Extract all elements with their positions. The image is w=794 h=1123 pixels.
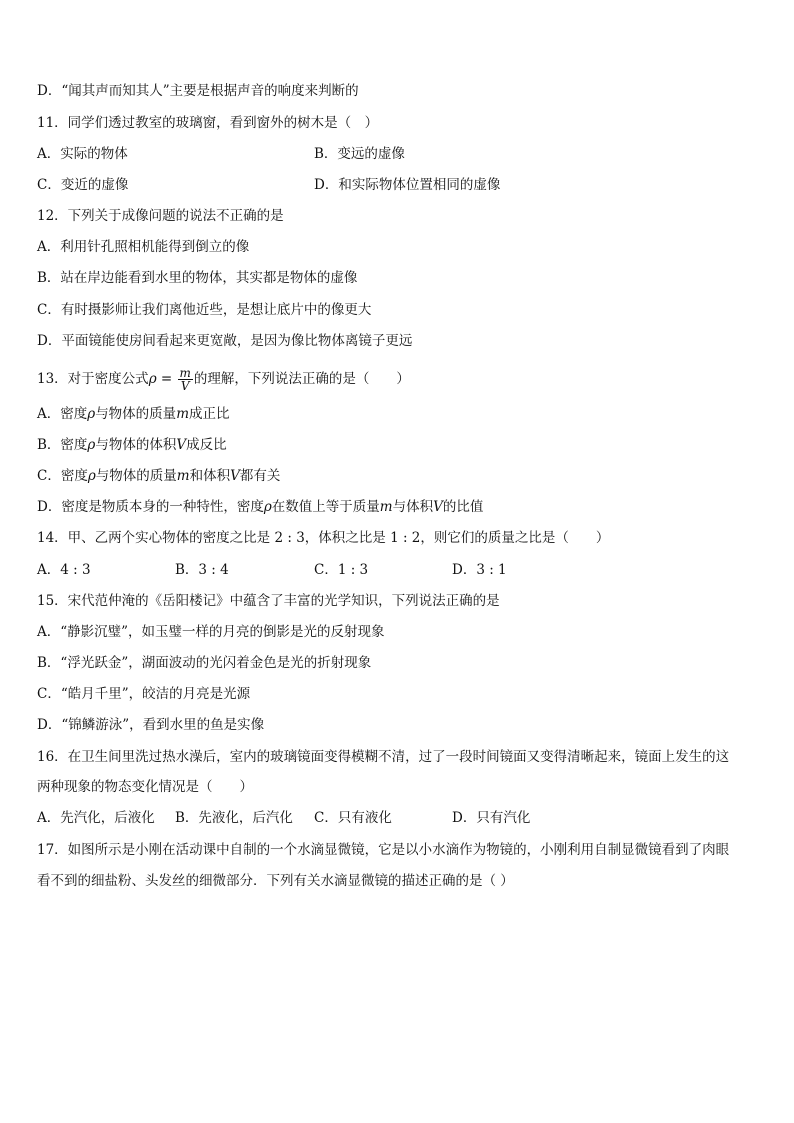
option-d-text-1: D．密度是物质本身的一种特性，密度 xyxy=(37,499,264,515)
question-15-option-b: B．“浮光跃金”，湖面波动的光闪着金色是光的折射现象 xyxy=(37,655,372,671)
question-14-option-d: D．3 : 1 xyxy=(452,562,507,578)
rho-symbol: ρ xyxy=(263,499,272,515)
question-12-option-d: D．平面镜能使房间看起来更宽敞，是因为像比物体离镜子更远 xyxy=(37,333,413,349)
question-16-option-a: A．先汽化，后液化 xyxy=(37,810,155,826)
option-c-text-4: 都有关 xyxy=(239,468,281,484)
question-11-option-b: B．变远的虚像 xyxy=(314,146,405,162)
option-d-text-3: 与体积 xyxy=(392,499,434,515)
formula-fraction xyxy=(178,367,193,392)
question-14-option-c: C．1 : 3 xyxy=(314,562,369,578)
option-d-text-4: 的比值 xyxy=(442,499,484,515)
question-17-stem-line-2: 看不到的细盐粉、头发丝的细微部分．下列有关水滴显微镜的描述正确的是（ ） xyxy=(37,873,514,889)
option-c-text-1: C．密度 xyxy=(37,468,88,484)
option-a-text-1: A．密度 xyxy=(37,406,88,422)
option-d-text-2: 在数值上等于质量 xyxy=(271,499,380,515)
question-11-stem: 11．同学们透过教室的玻璃窗，看到窗外的树木是（ ） xyxy=(37,115,379,131)
question-16-stem-line-2: 两种现象的物态变化情况是（ ） xyxy=(37,779,253,795)
question-11-option-a: A．实际的物体 xyxy=(37,146,128,162)
question-16-option-d: D．只有汽化 xyxy=(452,810,531,826)
question-13-stem-post: 的理解，下列说法正确的是（ ） xyxy=(193,371,410,387)
question-17-stem-line-1: 17．如图所示是小刚在活动课中自制的一个水滴显微镜，它是以小水滴作为物镜的，小刚利用自制显微镜看到了肉眼 xyxy=(37,842,730,858)
question-15-option-c: C．“皓月千里”，皎洁的月亮是光源 xyxy=(37,686,251,702)
option-c-text-2: 与物体的质量 xyxy=(95,468,177,484)
question-13-stem xyxy=(37,367,410,392)
question-10-option-d: D．“闻其声而知其人”主要是根据声音的响度来判断的 xyxy=(37,83,359,99)
volume-symbol: V xyxy=(230,468,240,484)
option-b-text-2: 与物体的体积 xyxy=(95,437,177,453)
question-15-stem: 15．宋代范仲淹的《岳阳楼记》中蕴含了丰富的光学知识，下列说法正确的是 xyxy=(37,593,500,609)
question-16-option-b: B．先液化，后汽化 xyxy=(175,810,293,826)
question-13-option-d xyxy=(37,497,483,517)
mass-symbol: m xyxy=(176,406,189,422)
option-b-text-1: B．密度 xyxy=(37,437,88,453)
formula-rho: ρ xyxy=(148,371,157,387)
formula-equals: = xyxy=(156,371,177,387)
formula-denominator: V xyxy=(180,379,190,393)
question-14-option-a: A．4 : 3 xyxy=(37,562,91,578)
density-formula xyxy=(148,366,194,393)
question-13-option-a xyxy=(37,404,230,424)
question-12-stem: 12．下列关于成像问题的说法不正确的是 xyxy=(37,208,284,224)
question-16-option-c: C．只有液化 xyxy=(314,810,392,826)
volume-symbol: V xyxy=(176,437,187,453)
question-12-option-b: B．站在岸边能看到水里的物体，其实都是物体的虚像 xyxy=(37,270,358,286)
formula-numerator: m xyxy=(179,366,191,380)
question-15-option-d: D．“锦鳞游泳”，看到水里的鱼是实像 xyxy=(37,717,265,733)
rho-symbol: ρ xyxy=(87,437,96,453)
question-11-option-d: D．和实际物体位置相同的虚像 xyxy=(314,177,501,193)
question-13-option-c xyxy=(37,466,280,486)
mass-symbol: m xyxy=(176,468,190,484)
question-11-option-c: C．变近的虚像 xyxy=(37,177,129,193)
rho-symbol: ρ xyxy=(87,406,96,422)
volume-symbol: V xyxy=(433,499,443,515)
question-14-stem: 14．甲、乙两个实心物体的密度之比是 2 : 3，体积之比是 1 : 2，则它们的质量之比是（ ） xyxy=(37,530,610,546)
option-a-text-3: 成正比 xyxy=(189,406,230,422)
question-13-option-b xyxy=(37,435,227,455)
question-14-option-b: B．3 : 4 xyxy=(175,562,229,578)
question-12-option-c: C．有时摄影师让我们离他近些，是想让底片中的像更大 xyxy=(37,302,372,318)
mass-symbol: m xyxy=(379,499,393,515)
question-15-option-a: A．“静影沉璧”，如玉璧一样的月亮的倒影是光的反射现象 xyxy=(37,624,385,640)
option-b-text-3: 成反比 xyxy=(186,437,227,453)
question-12-option-a: A．利用针孔照相机能得到倒立的像 xyxy=(37,239,250,255)
rho-symbol: ρ xyxy=(87,468,96,484)
option-a-text-2: 与物体的质量 xyxy=(95,406,177,422)
option-c-text-3: 和体积 xyxy=(189,468,231,484)
question-13-stem-pre: 13．对于密度公式 xyxy=(37,371,149,387)
question-16-stem-line-1: 16．在卫生间里洗过热水澡后，室内的玻璃镜面变得模糊不清，过了一段时间镜面又变得清晰起来，镜面上发生的这 xyxy=(37,749,730,765)
